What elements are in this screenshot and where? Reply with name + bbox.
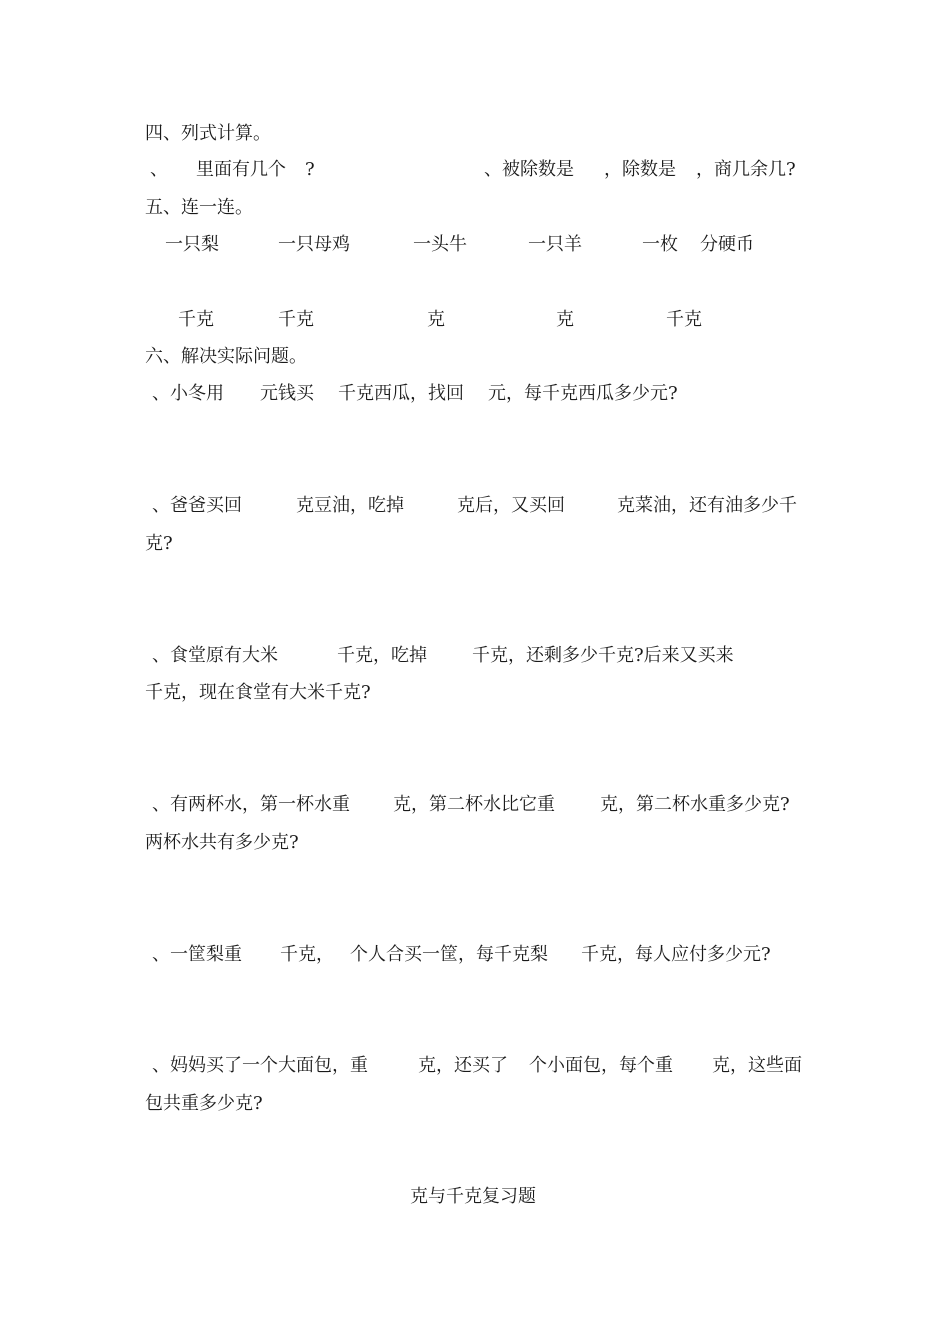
problem5-text: 千克， xyxy=(280,944,334,965)
section5-heading: 五、连一连。 xyxy=(145,197,253,218)
problem2-text: 克菜油，还有油多少千 xyxy=(617,495,797,516)
q2-part-a: 、被除数是 xyxy=(484,159,574,180)
q2-part-b: ，除数是 xyxy=(604,159,676,180)
problem4-text: 、有两杯水，第一杯水重 xyxy=(152,794,350,815)
section6-heading: 六、解决实际问题。 xyxy=(145,346,307,367)
problem5-text: 个人合买一筐，每千克梨 xyxy=(350,944,548,965)
q2-part-c: ，商几余几? xyxy=(696,159,796,180)
problem4-text: 克，第二杯水重多少克? xyxy=(600,794,790,815)
problem3-text: 千克，现在食堂有大米千克? xyxy=(145,682,371,703)
problem6-text: 包共重多少克? xyxy=(145,1093,263,1114)
problem4-text: 克，第二杯水比它重 xyxy=(393,794,555,815)
problem3-text: 、食堂原有大米 xyxy=(152,645,278,666)
match-unit[interactable]: 千克 xyxy=(278,309,314,330)
problem5-text: 千克，每人应付多少元? xyxy=(581,944,771,965)
problem2-text: 克豆油，吃掉 xyxy=(296,495,404,516)
problem1-text: 、小冬用 xyxy=(152,383,224,404)
problem6-text: 克，还买了 xyxy=(418,1055,508,1076)
match-item[interactable]: 分硬币 xyxy=(700,234,754,255)
match-unit[interactable]: 千克 xyxy=(666,309,702,330)
problem6-text: 个小面包，每个重 xyxy=(529,1055,673,1076)
problem4-text: 两杯水共有多少克? xyxy=(145,832,299,853)
problem2-text: 克? xyxy=(145,533,173,554)
match-item[interactable]: 一只母鸡 xyxy=(278,234,350,255)
match-item[interactable]: 一枚 xyxy=(642,234,678,255)
q1-part-c: ? xyxy=(305,159,315,180)
q1-part-a: 、 xyxy=(150,159,168,180)
match-unit[interactable]: 克 xyxy=(556,309,574,330)
match-unit[interactable]: 千克 xyxy=(178,309,214,330)
problem2-text: 克后，又买回 xyxy=(457,495,565,516)
problem6-text: 克，这些面 xyxy=(712,1055,802,1076)
problem1-text: 元，每千克西瓜多少元? xyxy=(488,383,678,404)
problem3-text: 千克，吃掉 xyxy=(337,645,427,666)
problem6-text: 、妈妈买了一个大面包，重 xyxy=(152,1055,368,1076)
problem3-text: 千克，还剩多少千克?后来又买来 xyxy=(472,645,734,666)
q1-part-b: 里面有几个 xyxy=(196,159,286,180)
problem5-text: 、一筐梨重 xyxy=(152,944,242,965)
section4-heading: 四、列式计算。 xyxy=(145,123,271,144)
problem2-text: 、爸爸买回 xyxy=(152,495,242,516)
footer-title: 克与千克复习题 xyxy=(410,1186,536,1207)
match-item[interactable]: 一只羊 xyxy=(528,234,582,255)
match-unit[interactable]: 克 xyxy=(427,309,445,330)
match-item[interactable]: 一头牛 xyxy=(413,234,467,255)
problem1-text: 千克西瓜，找回 xyxy=(338,383,464,404)
match-item[interactable]: 一只梨 xyxy=(165,234,219,255)
problem1-text: 元钱买 xyxy=(260,383,314,404)
